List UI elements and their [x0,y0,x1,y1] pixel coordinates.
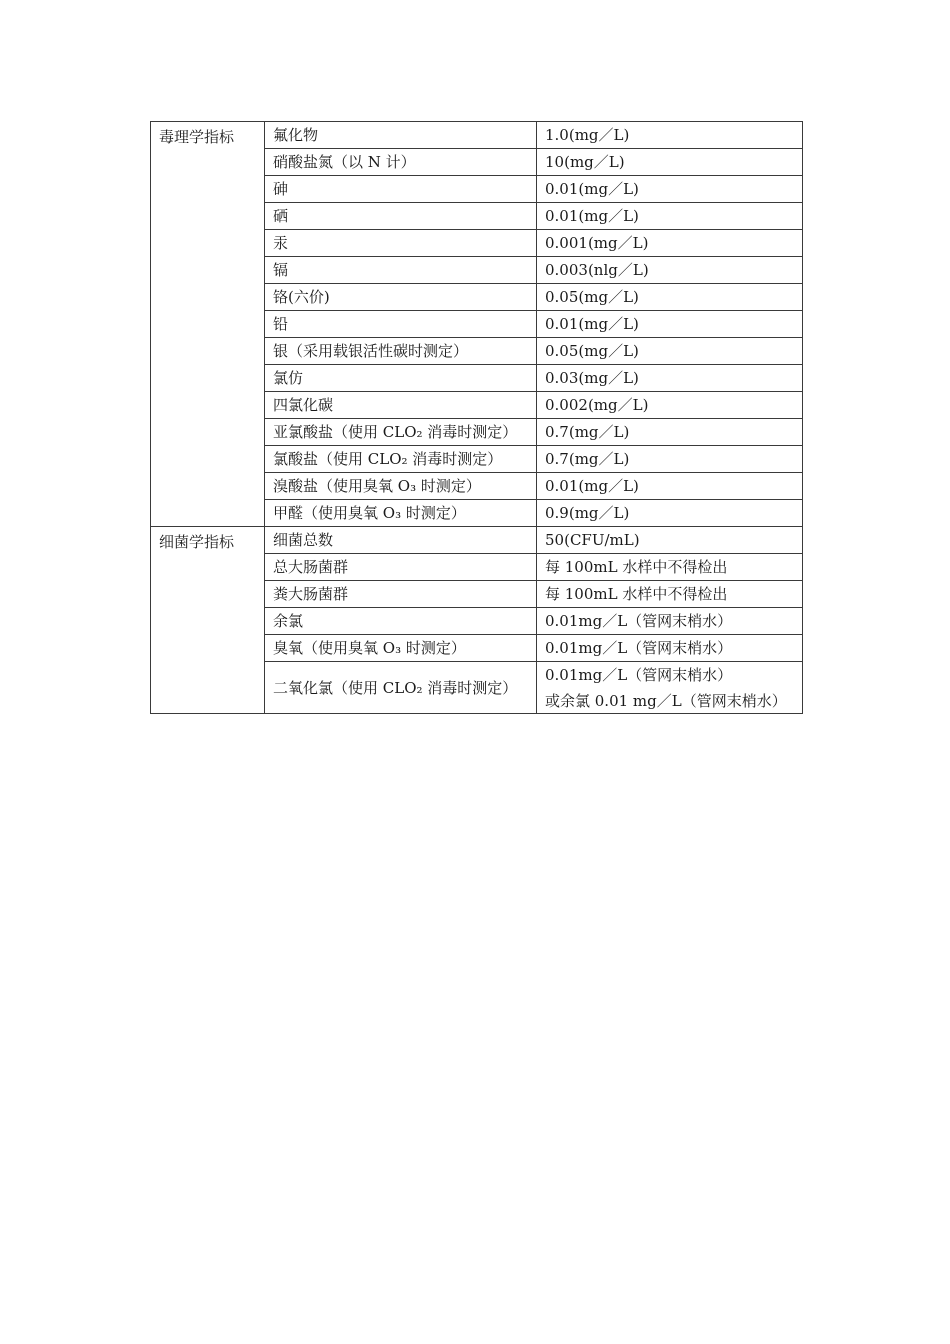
value-cell: 0.9(mg／L) [537,500,803,527]
item-cell: 汞 [265,230,537,257]
value-cell: 10(mg／L) [537,149,803,176]
item-cell: 铬(六价) [265,284,537,311]
item-cell: 氯酸盐（使用 CLO₂ 消毒时测定） [265,446,537,473]
value-cell: 0.05(mg／L) [537,284,803,311]
value-cell: 0.01(mg／L) [537,473,803,500]
item-cell: 二氧化氯（使用 CLO₂ 消毒时测定） [265,662,537,714]
value-cell: 1.0(mg／L) [537,122,803,149]
value-cell: 0.05(mg／L) [537,338,803,365]
item-cell: 硝酸盐氮（以 N 计） [265,149,537,176]
item-cell: 甲醛（使用臭氧 O₃ 时测定） [265,500,537,527]
value-line: 或余氯 0.01 mg／L（管网末梢水） [545,692,787,710]
item-cell: 铅 [265,311,537,338]
value-cell: 0.7(mg／L) [537,419,803,446]
water-quality-standards-table [150,121,803,714]
value-cell: 0.01(mg／L) [537,311,803,338]
item-cell: 氟化物 [265,122,537,149]
table-body [151,122,803,714]
value-cell: 0.01(mg／L) [537,203,803,230]
item-cell: 硒 [265,203,537,230]
value-cell: 0.7(mg／L) [537,446,803,473]
item-cell: 臭氧（使用臭氧 O₃ 时测定） [265,635,537,662]
item-cell: 亚氯酸盐（使用 CLO₂ 消毒时测定） [265,419,537,446]
value-cell: 每 100mL 水样中不得检出 [537,581,803,608]
item-cell: 总大肠菌群 [265,554,537,581]
item-cell: 粪大肠菌群 [265,581,537,608]
category-cell-toxicology: 毒理学指标 [151,122,265,527]
item-cell: 氯仿 [265,365,537,392]
value-cell: 0.01(mg／L) [537,176,803,203]
value-cell: 50(CFU/mL) [537,527,803,554]
value-cell: 0.01mg／L（管网末梢水） [537,608,803,635]
category-cell-bacteriology: 细菌学指标 [151,527,265,714]
value-cell [537,662,803,714]
value-cell: 0.001(mg／L) [537,230,803,257]
value-cell: 每 100mL 水样中不得检出 [537,554,803,581]
table-row [151,527,803,554]
item-cell: 四氯化碳 [265,392,537,419]
value-cell: 0.03(mg／L) [537,365,803,392]
value-cell: 0.002(mg／L) [537,392,803,419]
item-cell: 溴酸盐（使用臭氧 O₃ 时测定） [265,473,537,500]
item-cell: 镉 [265,257,537,284]
value-cell: 0.01mg／L（管网末梢水） [537,635,803,662]
value-line: 0.01mg／L（管网末梢水） [545,666,733,684]
item-cell: 细菌总数 [265,527,537,554]
table-row [151,122,803,149]
item-cell: 砷 [265,176,537,203]
item-cell: 余氯 [265,608,537,635]
item-cell: 银（采用载银活性碳时测定） [265,338,537,365]
value-cell: 0.003(nlg／L) [537,257,803,284]
